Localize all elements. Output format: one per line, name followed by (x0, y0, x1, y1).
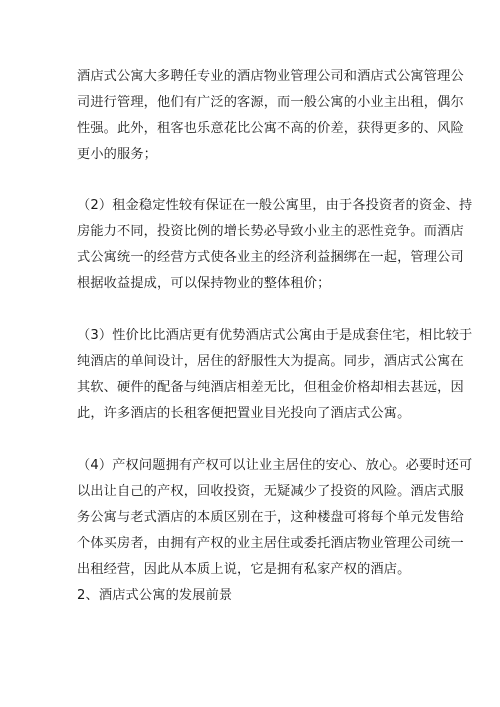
paragraph-3-line-3: 其软、硬件的配备与纯酒店相差无比，但租金价格却相去甚远，因 (77, 380, 464, 395)
paragraph-1-line-4: 更小的服务； (77, 147, 158, 162)
paragraph-4-line-5: 出租经营，因此从本质上说，它是拥有私家产权的酒店。 (77, 562, 411, 577)
paragraph-2-line-4: 根据收益提成，可以保持物业的整体租价； (77, 276, 331, 291)
paragraph-4-line-4: 个体买房者，由拥有产权的业主居住或委托酒店物业管理公司统一 (77, 536, 464, 551)
paragraph-1-line-2: 司进行管理，他们有广泛的客源，而一般公寓的小业主出租，偶尔 (77, 95, 464, 110)
paragraph-2-line-2: 房能力不同，投资比例的增长势必导致小业主的恶性竞争。而酒店 (77, 224, 464, 239)
paragraph-3-line-2: 纯酒店的单间设计，居住的舒服性大为提高。同步，酒店式公寓在 (77, 354, 464, 369)
paragraph-3-line-4: 此，许多酒店的长租客便把置业目光投向了酒店式公寓。 (77, 406, 411, 421)
paragraph-4-line-1: （4）产权问题拥有产权可以让业主居住的安心、放心。必要时还可 (77, 458, 473, 473)
paragraph-2-line-1: （2）租金稳定性较有保证在一般公寓里，由于各投资者的资金、持 (77, 198, 473, 213)
paragraph-1-line-1: 酒店式公寓大多聘任专业的酒店物业管理公司和酒店式公寓管理公 (77, 69, 464, 84)
paragraph-2-line-3: 式公寓统一的经营方式使各业主的经济利益捆绑在一起，管理公司 (77, 250, 464, 265)
paragraph-4-line-2: 以出让自己的产权，回收投资，无疑减少了投资的风险。酒店式服 (77, 484, 464, 499)
paragraph-1-line-3: 性强。此外，租客也乐意花比公寓不高的价差，获得更多的、风险 (77, 121, 464, 136)
paragraph-3-line-1: （3）性价比比酒店更有优势酒店式公寓由于是成套住宅，相比较于 (77, 328, 473, 343)
section-heading: 2、酒店式公寓的发展前景 (77, 588, 233, 603)
paragraph-4-line-3: 务公寓与老式酒店的本质区别在于，这种楼盘可将每个单元发售给 (77, 510, 464, 525)
